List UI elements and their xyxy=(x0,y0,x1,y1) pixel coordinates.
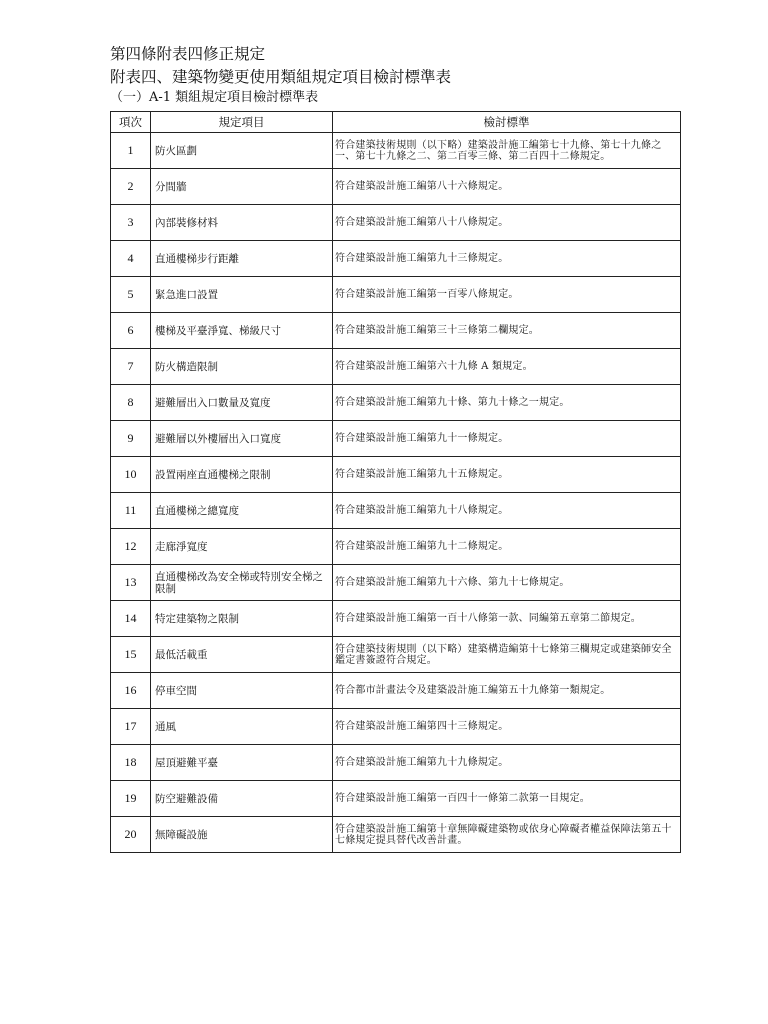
header-standard: 檢討標準 xyxy=(333,112,681,133)
table-row xyxy=(111,493,681,529)
row-number: 2 xyxy=(111,169,151,205)
row-number: 18 xyxy=(111,745,151,781)
row-item: 特定建築物之限制 xyxy=(151,601,333,637)
row-item: 避難層出入口數量及寬度 xyxy=(151,385,333,421)
row-standard: 符合建築設計施工編第八十八條規定。 xyxy=(333,205,681,241)
row-item: 直通樓梯改為安全梯或特別安全梯之限制 xyxy=(151,565,333,601)
row-number: 3 xyxy=(111,205,151,241)
row-item: 設置兩座直通樓梯之限制 xyxy=(151,457,333,493)
row-number: 10 xyxy=(111,457,151,493)
table-row xyxy=(111,385,681,421)
table-row xyxy=(111,565,681,601)
table-row xyxy=(111,169,681,205)
row-item: 內部裝修材料 xyxy=(151,205,333,241)
standards-table xyxy=(110,111,681,853)
row-item: 緊急進口設置 xyxy=(151,277,333,313)
row-item: 分間牆 xyxy=(151,169,333,205)
table-row xyxy=(111,241,681,277)
table-row xyxy=(111,349,681,385)
row-standard: 符合建築設計施工編第九十九條規定。 xyxy=(333,745,681,781)
row-standard: 符合建築設計施工編第四十三條規定。 xyxy=(333,709,681,745)
document-page xyxy=(110,44,680,853)
table-header-row xyxy=(111,112,681,133)
row-number: 7 xyxy=(111,349,151,385)
row-number: 15 xyxy=(111,637,151,673)
table-row xyxy=(111,781,681,817)
row-standard: 符合建築設計施工編第九十五條規定。 xyxy=(333,457,681,493)
row-standard: 符合建築設計施工編第九十二條規定。 xyxy=(333,529,681,565)
table-row xyxy=(111,637,681,673)
table-row xyxy=(111,421,681,457)
table-row xyxy=(111,745,681,781)
row-item: 最低活載重 xyxy=(151,637,333,673)
row-standard: 符合建築設計施工編第九十一條規定。 xyxy=(333,421,681,457)
row-standard: 符合建築設計施工編第九十八條規定。 xyxy=(333,493,681,529)
row-number: 9 xyxy=(111,421,151,457)
row-standard: 符合建築設計施工編第九十條、第九十條之一規定。 xyxy=(333,385,681,421)
appendix-title: 附表四、建築物變更使用類組規定項目檢討標準表 xyxy=(110,68,452,86)
row-standard: 符合建築設計施工編第三十三條第二欄規定。 xyxy=(333,313,681,349)
row-number: 20 xyxy=(111,817,151,853)
table-row xyxy=(111,709,681,745)
row-number: 6 xyxy=(111,313,151,349)
row-number: 16 xyxy=(111,673,151,709)
row-standard: 符合建築設計施工編第一百四十一條第二款第一目規定。 xyxy=(333,781,681,817)
row-number: 17 xyxy=(111,709,151,745)
row-number: 19 xyxy=(111,781,151,817)
row-number: 12 xyxy=(111,529,151,565)
header-no: 項次 xyxy=(111,112,151,133)
table-row xyxy=(111,313,681,349)
row-number: 4 xyxy=(111,241,151,277)
row-number: 5 xyxy=(111,277,151,313)
row-standard: 符合建築設計施工編第十章無障礙建築物或依身心障礙者權益保障法第五十七條規定提具替代改善計畫。 xyxy=(333,817,681,853)
row-number: 11 xyxy=(111,493,151,529)
row-item: 通風 xyxy=(151,709,333,745)
table-row xyxy=(111,277,681,313)
row-standard: 符合建築技術規則（以下略）建築設計施工編第七十九條、第七十九條之一、第七十九條之二、第二百零三條、第二百四十二條規定。 xyxy=(333,133,681,169)
row-standard: 符合建築設計施工編第一百十八條第一款、同編第五章第二節規定。 xyxy=(333,601,681,637)
row-item: 防火構造限制 xyxy=(151,349,333,385)
row-standard: 符合都市計畫法令及建築設計施工編第五十九條第一類規定。 xyxy=(333,673,681,709)
row-number: 14 xyxy=(111,601,151,637)
table-row xyxy=(111,601,681,637)
row-standard: 符合建築設計施工編第一百零八條規定。 xyxy=(333,277,681,313)
row-item: 無障礙設施 xyxy=(151,817,333,853)
row-standard: 符合建築設計施工編第六十九條 A 類規定。 xyxy=(333,349,681,385)
table-row xyxy=(111,133,681,169)
row-standard: 符合建築設計施工編第九十六條、第九十七條規定。 xyxy=(333,565,681,601)
header-item: 規定項目 xyxy=(151,112,333,133)
table-caption: （一）A-1 類組規定項目檢討標準表 xyxy=(110,90,319,105)
row-item: 防空避難設備 xyxy=(151,781,333,817)
table-row xyxy=(111,457,681,493)
row-item: 直通樓梯步行距離 xyxy=(151,241,333,277)
row-number: 13 xyxy=(111,565,151,601)
row-number: 1 xyxy=(111,133,151,169)
row-item: 屋頂避難平臺 xyxy=(151,745,333,781)
row-item: 停車空間 xyxy=(151,673,333,709)
row-standard: 符合建築設計施工編第九十三條規定。 xyxy=(333,241,681,277)
row-standard: 符合建築設計施工編第八十六條規定。 xyxy=(333,169,681,205)
regulation-title: 第四條附表四修正規定 xyxy=(110,45,266,63)
row-item: 避難層以外樓層出入口寬度 xyxy=(151,421,333,457)
row-item: 走廊淨寬度 xyxy=(151,529,333,565)
row-item: 直通樓梯之總寬度 xyxy=(151,493,333,529)
table-row xyxy=(111,817,681,853)
table-row xyxy=(111,673,681,709)
row-item: 防火區劃 xyxy=(151,133,333,169)
table-row xyxy=(111,205,681,241)
row-number: 8 xyxy=(111,385,151,421)
row-item: 樓梯及平臺淨寬、梯級尺寸 xyxy=(151,313,333,349)
row-standard: 符合建築技術規則（以下略）建築構造編第十七條第三欄規定或建築師安全鑑定書簽證符合規定。 xyxy=(333,637,681,673)
table-row xyxy=(111,529,681,565)
